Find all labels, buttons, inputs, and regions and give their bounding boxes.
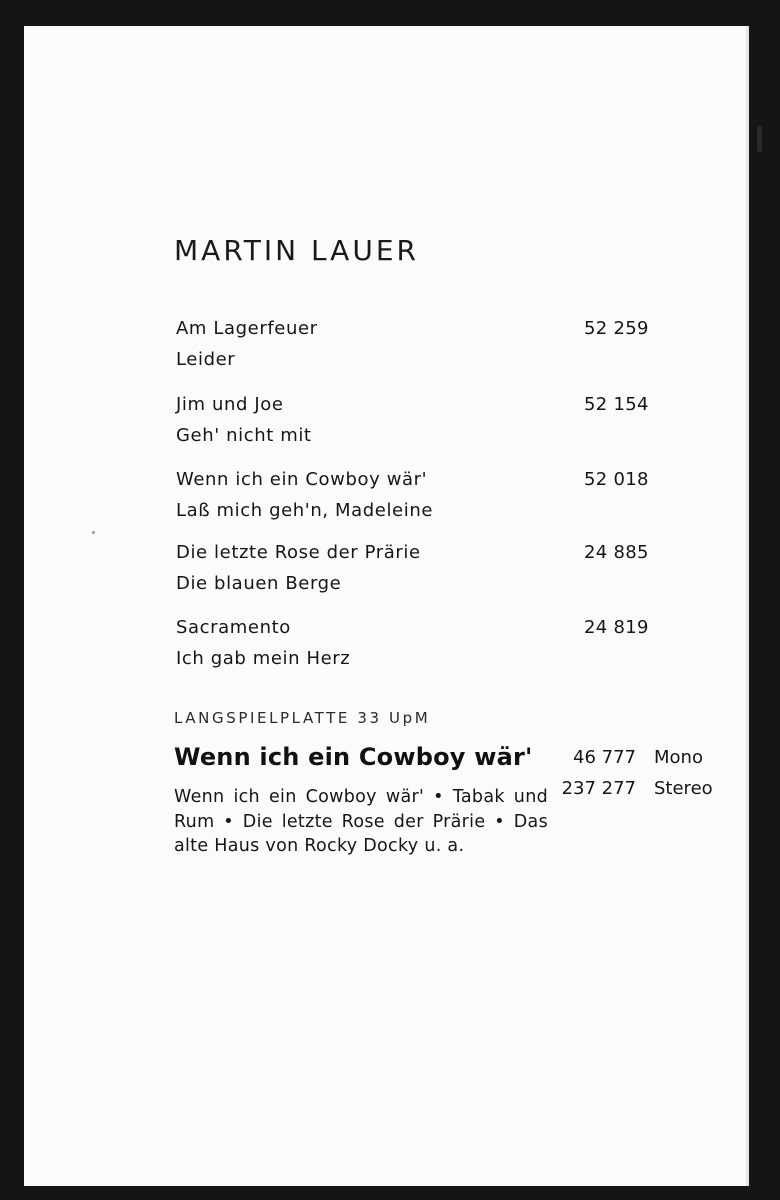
lp-title: Wenn ich ein Cowboy wär' [174,743,533,771]
lp-format: Stereo [654,778,713,799]
single-entry [174,542,654,604]
single-a-side: Die letzte Rose der Prärie [176,542,421,563]
lp-version-row [561,778,740,809]
single-a-side: Jim und Joe [176,394,284,415]
card-edge-mark [757,126,762,152]
single-entry [174,617,654,679]
lp-section-heading: LANGSPIELPLATTE 33 UpM [174,709,431,727]
single-b-side: Leider [176,349,236,370]
single-a-side: Am Lagerfeuer [176,318,318,339]
single-b-side: Ich gab mein Herz [176,648,351,669]
lp-format: Mono [654,747,703,768]
single-entry [174,318,654,380]
lp-catalog-number: 237 277 [561,778,636,799]
single-b-side: Die blauen Berge [176,573,342,594]
lp-track-list: Wenn ich ein Cowboy wär' • Tabak und Rum • Die letzte Rose der Prärie • Das alte Haus von Rocky Docky u. a. [174,787,548,856]
single-catalog-number: 52 018 [584,469,649,490]
paper-speck [92,531,95,534]
single-entry [174,394,654,456]
single-catalog-number: 24 819 [584,617,649,638]
lp-catalog-number: 46 777 [573,747,636,768]
single-b-side: Laß mich geh'n, Madeleine [176,500,434,521]
artist-name: MARTIN LAUER [174,234,419,267]
lp-versions [561,747,740,809]
single-catalog-number: 52 154 [584,394,649,415]
single-b-side: Geh' nicht mit [176,425,312,446]
single-catalog-number: 24 885 [584,542,649,563]
record-catalog-card [24,26,749,1186]
single-entry [174,469,654,531]
single-a-side: Wenn ich ein Cowboy wär' [176,469,428,490]
lp-version-row [570,747,740,778]
single-catalog-number: 52 259 [584,318,649,339]
single-a-side: Sacramento [176,617,291,638]
